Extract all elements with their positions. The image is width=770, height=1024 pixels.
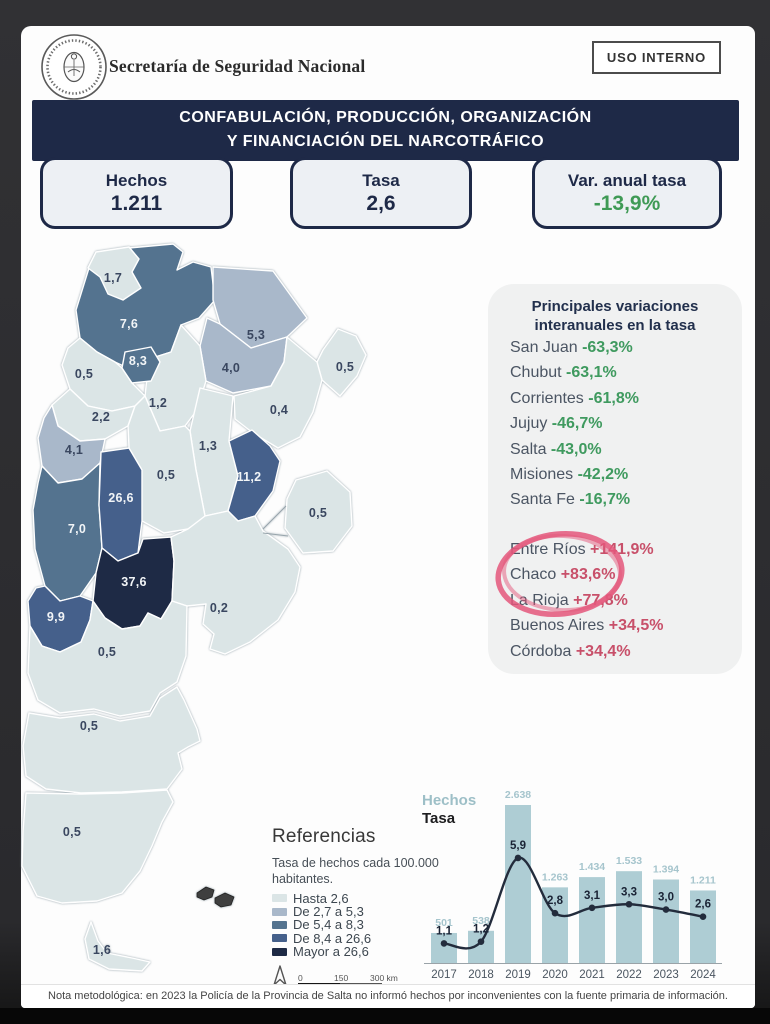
uso-interno-badge: USO INTERNO bbox=[592, 41, 721, 74]
map-value-label-sanluis: 26,6 bbox=[108, 491, 134, 505]
province-name: Chaco bbox=[510, 566, 561, 584]
map-value-label-lapampa: 37,6 bbox=[121, 575, 147, 589]
map-value-label-chaco: 4,0 bbox=[221, 361, 241, 375]
legend-class-label: De 2,7 a 5,3 bbox=[293, 904, 364, 920]
map-value-label-formosa: 5,3 bbox=[246, 328, 266, 342]
province-name: Chubut bbox=[510, 364, 567, 382]
map-value-label-larioja: 2,2 bbox=[91, 410, 111, 424]
variation-value: -46,7% bbox=[551, 415, 603, 433]
tasa-point bbox=[589, 905, 596, 912]
stat-card-tasa bbox=[290, 157, 472, 229]
document-page bbox=[21, 26, 755, 1008]
bar-value-label: 1.211 bbox=[690, 874, 716, 887]
tasa-point bbox=[478, 938, 485, 945]
tasa-value-label: 1,1 bbox=[436, 925, 452, 938]
x-axis-label: 2020 bbox=[542, 969, 568, 981]
variation-value: +77,8% bbox=[573, 591, 628, 609]
legend-swatch bbox=[272, 948, 287, 956]
variation-value: +83,6% bbox=[560, 566, 616, 584]
variation-item bbox=[510, 487, 732, 512]
banner-line-2: Y FINANCIACIÓN DEL NARCOTRÁFICO bbox=[226, 133, 545, 150]
legend-title: Referencias bbox=[272, 826, 376, 847]
variation-item bbox=[510, 639, 732, 664]
variation-item bbox=[510, 335, 732, 360]
province-name: Santa Fe bbox=[510, 491, 580, 509]
variation-item bbox=[510, 462, 732, 487]
variation-value: -61,8% bbox=[588, 389, 639, 407]
legend-class-label: De 5,4 a 8,3 bbox=[293, 917, 364, 933]
map-value-label-catamarca: 0,5 bbox=[74, 367, 94, 381]
scale-tick: 0 bbox=[298, 973, 303, 984]
tasa-value-label: 3,1 bbox=[584, 889, 600, 902]
map-value-label-santiago: 1,2 bbox=[148, 396, 168, 410]
tasa-point bbox=[626, 901, 633, 908]
variation-value: +141,9% bbox=[590, 541, 654, 558]
variation-value: +34,4% bbox=[575, 642, 631, 660]
stat-value: 1.211 bbox=[110, 191, 163, 215]
province-name: Buenos Aires bbox=[510, 617, 609, 635]
province-name: Córdoba bbox=[510, 642, 576, 660]
org-title: Secretaría de Seguridad Nacional bbox=[109, 56, 366, 76]
map-value-label-corrientes: 0,4 bbox=[269, 403, 289, 417]
x-axis-label: 2023 bbox=[653, 969, 679, 981]
x-axis-label: 2022 bbox=[616, 969, 642, 981]
x-axis-label: 2021 bbox=[579, 969, 605, 981]
map-value-label-rionegro: 0,5 bbox=[97, 645, 117, 659]
map-value-label-santacruz: 0,5 bbox=[62, 825, 82, 839]
scale-ticks bbox=[298, 973, 406, 983]
map-value-label-chubut: 0,5 bbox=[79, 719, 99, 733]
legend-swatch bbox=[272, 934, 287, 942]
hechos-tasa-chart bbox=[420, 780, 760, 986]
variation-item bbox=[510, 562, 732, 587]
x-axis-label: 2019 bbox=[505, 969, 531, 981]
map-value-label-buenosaires: 0,2 bbox=[209, 601, 229, 615]
variations-title bbox=[488, 298, 742, 336]
legend-class-label: De 8,4 a 26,6 bbox=[293, 930, 372, 946]
legend-class-label: Mayor a 26,6 bbox=[293, 944, 369, 960]
bar-value-label: 1.434 bbox=[578, 861, 606, 874]
national-seal-logo bbox=[37, 30, 111, 104]
variation-value: -42,2% bbox=[577, 465, 629, 483]
variation-item bbox=[510, 588, 732, 613]
province-name: Salta bbox=[510, 440, 551, 458]
province-name: Misiones bbox=[510, 465, 578, 483]
tasa-value-label: 2,6 bbox=[695, 898, 711, 911]
scale-tick: 300 km bbox=[370, 973, 398, 984]
stat-card-var-anual bbox=[532, 157, 722, 229]
variation-value: -63,3% bbox=[582, 339, 633, 356]
bar-value-label: 1.263 bbox=[541, 871, 569, 884]
stat-value: -13,9% bbox=[593, 191, 661, 215]
bar-2022 bbox=[616, 871, 642, 963]
x-axis-label: 2018 bbox=[468, 969, 494, 981]
stat-label: Tasa bbox=[362, 170, 400, 190]
banner-line-1: CONFABULACIÓN, PRODUCCIÓN, ORGANIZACIÓN bbox=[179, 109, 592, 126]
province-buenos-aires bbox=[171, 511, 300, 654]
tasa-point bbox=[700, 913, 707, 920]
province-name: Corrientes bbox=[510, 389, 589, 407]
variations-title-line2: interanuales en la tasa bbox=[534, 316, 696, 334]
malvinas-islands bbox=[197, 887, 234, 907]
province-name: La Rioja bbox=[510, 591, 574, 609]
variation-item bbox=[510, 386, 732, 411]
variation-item bbox=[510, 411, 732, 436]
variations-decrease-list bbox=[510, 335, 732, 513]
map-value-label-santafe: 1,3 bbox=[198, 439, 218, 453]
variation-item bbox=[510, 360, 732, 385]
bar-value-label: 1.394 bbox=[652, 863, 680, 876]
map-value-label-entrerios: 11,2 bbox=[236, 470, 262, 484]
variation-value: -16,7% bbox=[579, 491, 631, 509]
map-value-label-sanjuan: 4,1 bbox=[64, 443, 84, 457]
report-title-banner bbox=[32, 100, 739, 161]
caba-pointer-lines bbox=[263, 506, 288, 536]
map-value-label-cordoba: 0,5 bbox=[156, 468, 176, 482]
map-value-label-mendoza: 7,0 bbox=[67, 522, 87, 536]
tasa-point bbox=[663, 906, 670, 913]
x-axis-label: 2024 bbox=[690, 969, 716, 981]
tasa-value-label: 5,9 bbox=[510, 839, 526, 852]
chart-legend-tasa: Tasa bbox=[422, 810, 456, 827]
stat-label: Var. anual tasa bbox=[567, 170, 687, 190]
tasa-value-label: 2,8 bbox=[547, 895, 563, 908]
tasa-point bbox=[515, 855, 522, 862]
map-value-label-neuquen: 9,9 bbox=[46, 610, 66, 624]
map-value-label-caba: 0,5 bbox=[308, 506, 328, 520]
province-name: San Juan bbox=[510, 339, 583, 356]
variation-value: -43,0% bbox=[550, 440, 602, 458]
methodology-note: Nota metodológica: en 2023 la Policía de la Provincia de Salta no informó hechos por inconvenientes con la fuente primaria de información. bbox=[21, 984, 755, 1008]
chart-legend-hechos: Hechos bbox=[422, 792, 477, 809]
scale-tick: 150 bbox=[334, 973, 349, 984]
province-name: Entre Ríos bbox=[510, 541, 591, 558]
tasa-value-label: 3,0 bbox=[658, 891, 674, 904]
bar-value-label: 501 bbox=[435, 916, 453, 929]
stat-value: 2,6 bbox=[366, 191, 396, 215]
map-value-label-tucuman: 8,3 bbox=[128, 354, 148, 368]
x-axis-label: 2017 bbox=[431, 969, 457, 981]
legend-swatch bbox=[272, 894, 287, 902]
legend-subtitle: Tasa de hechos cada 100.000 habitantes. bbox=[272, 856, 439, 887]
variation-item bbox=[510, 437, 732, 462]
stat-label: Hechos bbox=[105, 170, 168, 190]
variation-value: +34,5% bbox=[608, 617, 664, 635]
variations-increase-list bbox=[510, 537, 732, 664]
bar-2017 bbox=[431, 933, 457, 963]
tasa-value-label: 1,2 bbox=[473, 923, 489, 936]
province-santa-cruz bbox=[22, 790, 173, 903]
variation-item bbox=[510, 613, 732, 638]
map-value-label-tdf: 1,6 bbox=[92, 943, 112, 957]
bar-2019 bbox=[505, 805, 531, 963]
variation-item bbox=[510, 537, 732, 562]
variations-title-line1: Principales variaciones bbox=[531, 298, 699, 315]
bar-value-label: 538 bbox=[472, 914, 490, 927]
legend-swatch bbox=[272, 908, 287, 916]
bar-value-label: 2.638 bbox=[504, 789, 532, 801]
tasa-value-label: 3,3 bbox=[621, 886, 637, 899]
map-value-label-jujuy: 1,7 bbox=[103, 271, 123, 285]
legend-class-label: Hasta 2,6 bbox=[293, 890, 349, 906]
legend-swatch bbox=[272, 921, 287, 929]
variations-panel bbox=[488, 284, 742, 674]
map-value-label-salta: 7,6 bbox=[119, 317, 139, 331]
variation-value: -63,1% bbox=[566, 364, 617, 382]
stat-card-hechos bbox=[40, 157, 233, 229]
bar-value-label: 1.533 bbox=[615, 855, 643, 868]
map-value-label-misiones: 0,5 bbox=[335, 360, 355, 374]
tasa-point bbox=[441, 940, 448, 947]
tasa-point bbox=[552, 910, 559, 917]
viewer-frame-bottom bbox=[0, 1008, 770, 1024]
province-name: Jujuy bbox=[510, 415, 552, 433]
